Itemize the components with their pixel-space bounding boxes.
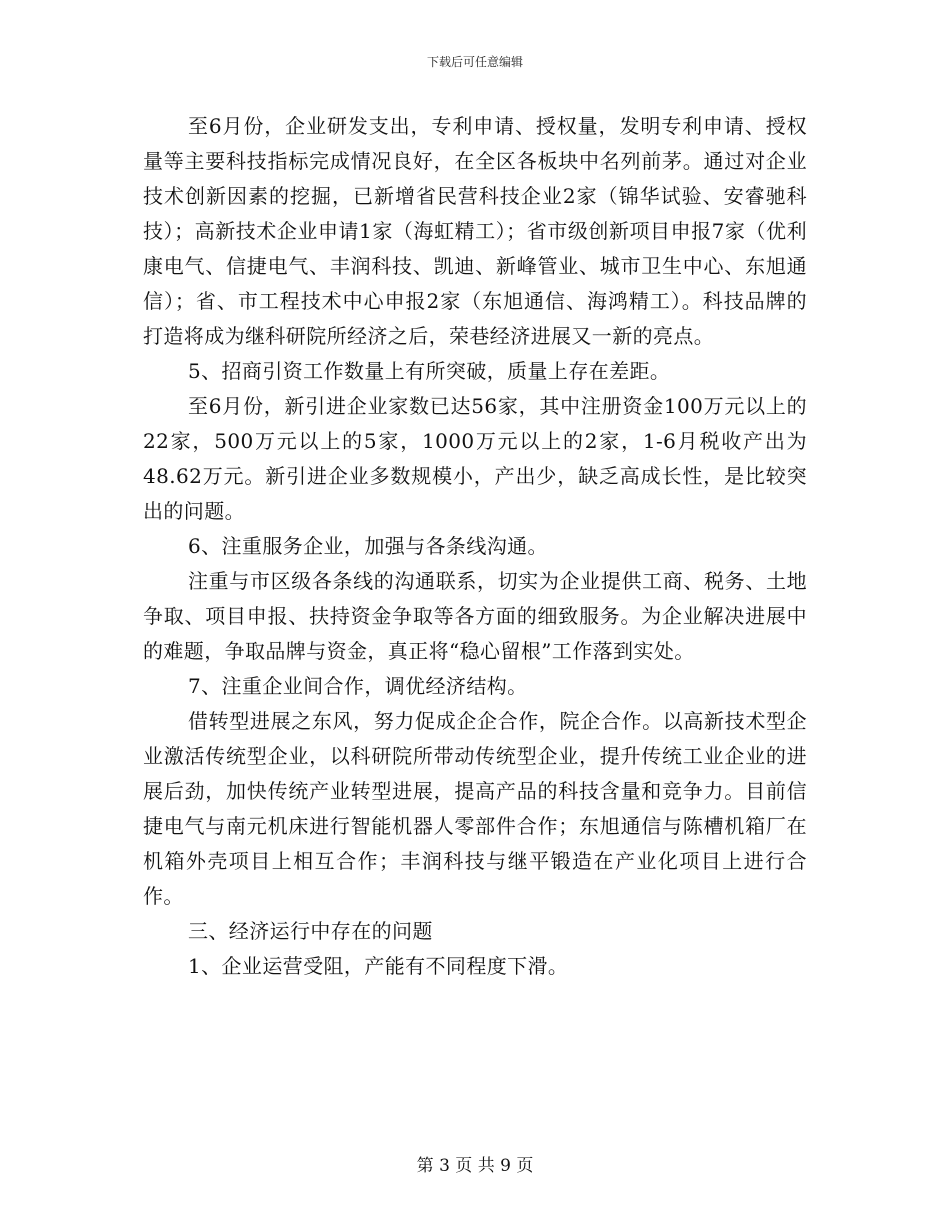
paragraph-investment: 至6月份，新引进企业家数已达56家，其中注册资金100万元以上的22家，500万元以上的5家，1000万元以上的2家，1-6月税收产出为48.62万元。新引进企业多数规模小，产出少，缺乏高成长性，是比较突出的问题。 xyxy=(143,394,807,523)
heading-problems: 三、经济运行中存在的问题 xyxy=(188,919,433,943)
paragraph-service: 注重与市区级各条线的沟通联系，切实为企业提供工商、税务、土地争取、项目申报、扶持资金争取等各方面的细致服务。为企业解决进展中的难题，争取品牌与资金，真正将“稳心留根”工作落到实处。 xyxy=(143,569,807,663)
heading-operation-blocked: 1、企业运营受阻，产能有不同程度下滑。 xyxy=(188,954,569,978)
heading-service: 6、注重服务企业，加强与各条线沟通。 xyxy=(188,534,548,558)
document-body xyxy=(143,109,807,984)
heading-investment: 5、招商引资工作数量上有所突破，质量上存在差距。 xyxy=(188,359,671,383)
heading-cooperation: 7、注重企业间合作，调优经济结构。 xyxy=(188,674,528,698)
paragraph-tech-indicators: 至6月份，企业研发支出，专利申请、授权量，发明专利申请、授权量等主要科技指标完成情况良好，在全区各板块中名列前茅。通过对企业技术创新因素的挖掘，已新增省民营科技企业2家（锦华试验、安睿驰科技）；高新技术企业申请1家（海虹精工）；省市级创新项目申报7家（优利康电气、信捷电气、丰润科技、凯迪、新峰管业、城市卫生中心、东旭通信）；省、市工程技术中心申报2家（东旭通信、海鸿精工）。科技品牌的打造将成为继科研院所经济之后，荣巷经济进展又一新的亮点。 xyxy=(143,114,807,348)
page-number: 第 3 页 共 9 页 xyxy=(416,1156,534,1176)
page-header-note: 下载后可任意编辑 xyxy=(426,55,523,69)
paragraph-cooperation: 借转型进展之东风，努力促成企企合作，院企合作。以高新技术型企业激活传统型企业，以科研院所带动传统型企业，提升传统工业企业的进展后劲，加快传统产业转型进展，提高产品的科技含量和竞争力。目前信捷电气与南元机床进行智能机器人零部件合作；东旭通信与陈槽机箱厂在机箱外壳项目上相互合作；丰润科技与继平锻造在产业化项目上进行合作。 xyxy=(143,709,807,908)
